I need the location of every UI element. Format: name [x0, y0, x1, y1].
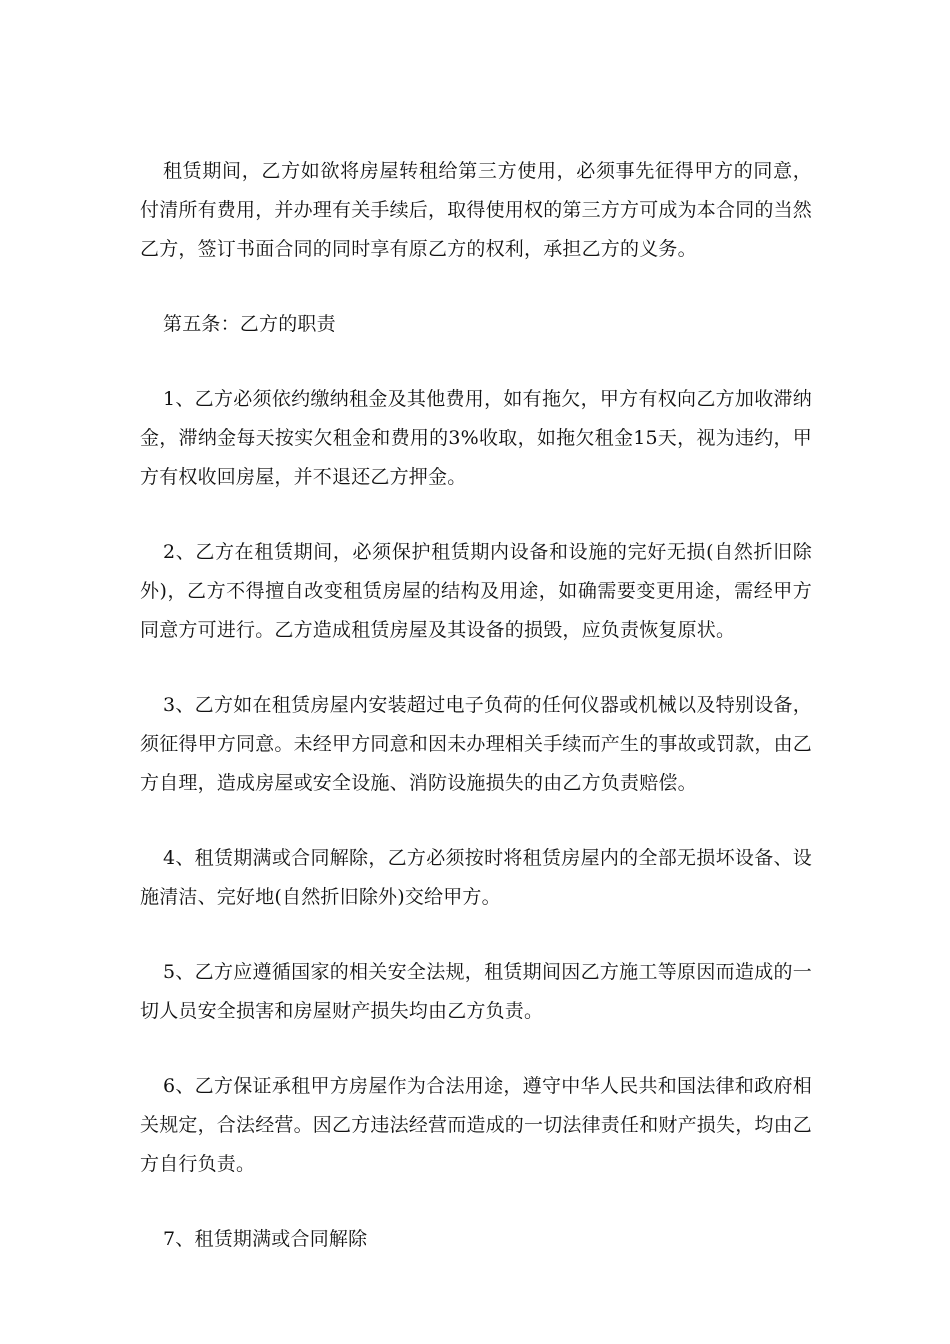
- clause-2: 2、乙方在租赁期间，必须保护租赁期内设备和设施的完好无损(自然折旧除外)，乙方不得擅自改变租赁房屋的结构及用途，如确需要变更用途，需经甲方同意方可进行。乙方造成租赁房屋及其设备的损毁，应负责恢复原状。: [140, 541, 812, 641]
- clause-6: 6、乙方保证承租甲方房屋作为合法用途，遵守中华人民共和国法律和政府相关规定，合法经营。因乙方违法经营而造成的一切法律责任和财产损失，均由乙方自行负责。: [140, 1075, 813, 1175]
- clause-1: 1、乙方必须依约缴纳租金及其他费用，如有拖欠，甲方有权向乙方加收滞纳金，滞纳金每天按实欠租金和费用的3%收取，如拖欠租金15天，视为违约，甲方有权收回房屋，并不退还乙方押金。: [140, 388, 812, 488]
- paragraph-sublease: 租赁期间，乙方如欲将房屋转租给第三方使用，必须事先征得甲方的同意，付清所有费用，并办理有关手续后，取得使用权的第三方方可成为本合同的当然乙方，签订书面合同的同时享有原乙方的权利，承担乙方的义务。: [140, 160, 813, 260]
- clause-5: 5、乙方应遵循国家的相关安全法规，租赁期间因乙方施工等原因而造成的一切人员安全损害和房屋财产损失均由乙方负责。: [140, 961, 812, 1022]
- section-heading-article-5: 第五条：乙方的职责: [163, 313, 336, 335]
- clause-7: 7、租赁期满或合同解除: [163, 1228, 368, 1250]
- clause-4: 4、租赁期满或合同解除，乙方必须按时将租赁房屋内的全部无损坏设备、设施清洁、完好地(自然折旧除外)交给甲方。: [140, 847, 812, 908]
- document-body: [140, 152, 812, 1259]
- clause-3: 3、乙方如在租赁房屋内安装超过电子负荷的任何仪器或机械以及特别设备，须征得甲方同意。未经甲方同意和因未办理相关手续而产生的事故或罚款，由乙方自理，造成房屋或安全设施、消防设施损失的由乙方负责赔偿。: [140, 694, 813, 794]
